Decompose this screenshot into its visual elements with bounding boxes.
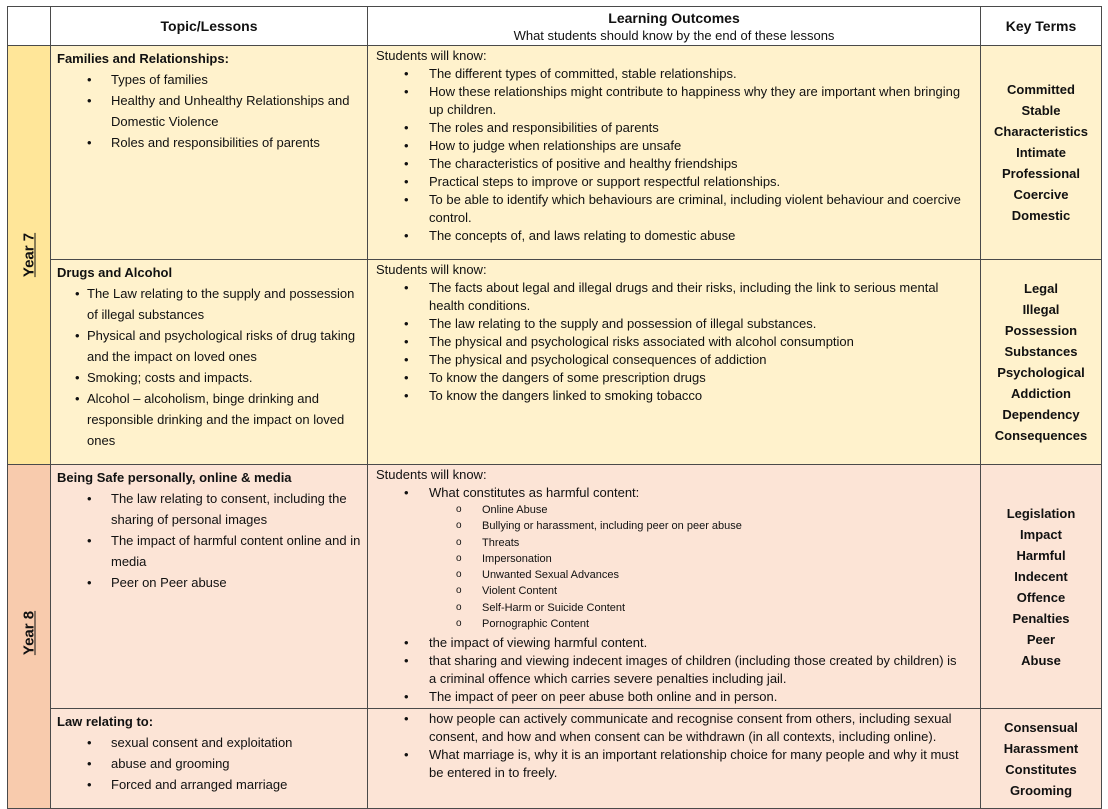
list-item: • The different types of committed, stable relationships.: [376, 65, 972, 83]
key-term: Coercive: [1013, 187, 1069, 202]
key-term: Consensual: [1004, 719, 1078, 735]
law-topic-cell: [50, 708, 368, 809]
safe-topic-list: [57, 488, 361, 593]
header-outcomes-cell: [367, 6, 981, 46]
safe-terms-cell: [980, 464, 1102, 709]
key-term: Grooming: [1009, 782, 1073, 798]
key-term: Indecent: [1014, 568, 1068, 584]
families-intro: Students will know:: [376, 48, 487, 63]
safe-outcomes-cell: [367, 464, 981, 709]
list-item: • abuse and grooming: [57, 753, 361, 774]
key-term: Legislation: [1006, 505, 1076, 521]
safe-outcome-list-2: [376, 634, 972, 706]
key-term: Substances: [1004, 344, 1078, 359]
key-term: Peer: [1026, 631, 1056, 647]
key-term: Impact: [1020, 526, 1062, 542]
key-term: Possession: [1004, 323, 1078, 338]
list-item: • The impact of harmful content online and in media: [57, 530, 361, 572]
key-term: Harmful: [1016, 547, 1066, 563]
law-outcomes-cell: [367, 708, 981, 809]
list-item: • Roles and responsibilities of parents: [57, 132, 361, 153]
families-topic-cell: [50, 45, 368, 260]
safe-intro: Students will know:: [376, 467, 487, 482]
list-item: • What marriage is, why it is an important relationship choice for many people and why it must be entered in to freely.: [376, 746, 972, 782]
list-item: • The physical and psychological consequences of addiction: [376, 351, 972, 369]
header-topic: Topic/Lessons: [160, 18, 258, 34]
list-item: • the impact of viewing harmful content.: [376, 634, 972, 652]
header-outcomes-subtitle: What students should know by the end of these lessons: [513, 28, 835, 43]
list-item: • sexual consent and exploitation: [57, 732, 361, 753]
key-term: Offence: [1016, 589, 1066, 605]
key-term: Penalties: [1012, 610, 1070, 626]
safe-topic-cell: [50, 464, 368, 709]
key-term: Harassment: [1003, 740, 1079, 756]
year8-label-cell: [7, 464, 51, 809]
key-term: Professional: [1001, 166, 1081, 181]
families-terms-cell: [980, 45, 1102, 260]
header-terms-cell: [980, 6, 1102, 46]
safe-outcome-list: [376, 484, 972, 502]
list-item: • To know the dangers of some prescription drugs: [376, 369, 972, 387]
families-outcomes-cell: [367, 45, 981, 260]
law-topic-list: [57, 732, 361, 795]
list-item: • The law relating to consent, including the sharing of personal images: [57, 488, 361, 530]
list-item: o Bullying or harassment, including peer on peer abuse: [376, 518, 972, 534]
key-term: Illegal: [1022, 302, 1060, 317]
families-topic-list: [57, 69, 361, 153]
drugs-intro: Students will know:: [376, 262, 487, 277]
drugs-title: Drugs and Alcohol: [57, 265, 173, 280]
list-item: • The facts about legal and illegal drugs and their risks, including the link to serious mental health conditions.: [376, 279, 972, 315]
list-item: • To be able to identify which behaviours are criminal, including violent behaviour and coercive control.: [376, 191, 972, 227]
harmful-content-list: [376, 502, 972, 632]
list-item: • To know the dangers linked to smoking tobacco: [376, 387, 972, 405]
key-term: Intimate: [1016, 145, 1066, 160]
list-item: o Violent Content: [376, 583, 972, 599]
families-outcome-list: [376, 65, 972, 245]
key-term: Consequences: [994, 428, 1088, 443]
key-term: Abuse: [1021, 652, 1061, 668]
key-term: Constitutes: [1005, 761, 1077, 777]
drugs-topic-cell: [50, 259, 368, 465]
year7-label-cell: [7, 45, 51, 465]
key-term: Addiction: [1011, 386, 1071, 401]
list-item: o Threats: [376, 535, 972, 551]
list-item: • The characteristics of positive and healthy friendships: [376, 155, 972, 173]
list-item: • how people can actively communicate and recognise consent from others, including sexual consent, and how and when consent can be withdrawn (in all contexts, including online).: [376, 710, 972, 746]
law-outcome-list: [376, 710, 972, 782]
list-item: [376, 484, 972, 502]
header-outcomes-title: Learning Outcomes: [608, 10, 740, 26]
list-item: • The physical and psychological risks associated with alcohol consumption: [376, 333, 972, 351]
safe-title: Being Safe personally, online & media: [57, 470, 292, 485]
list-item: • Smoking; costs and impacts.: [57, 367, 361, 388]
law-title: Law relating to:: [57, 714, 154, 729]
list-item: • The concepts of, and laws relating to domestic abuse: [376, 227, 972, 245]
list-item: • Types of families: [57, 69, 361, 90]
list-item: o Self-Harm or Suicide Content: [376, 600, 972, 616]
list-item: • Forced and arranged marriage: [57, 774, 361, 795]
list-item: • Alcohol – alcoholism, binge drinking and responsible drinking and the impact on loved ones: [57, 388, 361, 451]
key-term: Committed: [1007, 82, 1075, 97]
list-item: o Unwanted Sexual Advances: [376, 567, 972, 583]
list-item: • The roles and responsibilities of parents: [376, 119, 972, 137]
drugs-outcomes-cell: [367, 259, 981, 465]
list-item: • How these relationships might contribute to happiness why they are important when bringing up children.: [376, 83, 972, 119]
harmful-content-heading: What constitutes as harmful content:: [429, 485, 640, 500]
header-corner-cell: [7, 6, 51, 46]
families-title: Families and Relationships:: [57, 51, 229, 66]
key-term: Dependency: [1002, 407, 1080, 422]
drugs-topic-list: [57, 283, 361, 451]
law-terms-cell: [980, 708, 1102, 809]
key-term: Stable: [1021, 103, 1061, 118]
year8-label: Year 8: [20, 610, 38, 656]
key-term: Psychological: [997, 365, 1085, 380]
key-term: Characteristics: [994, 124, 1088, 139]
list-item: • Healthy and Unhealthy Relationships and Domestic Violence: [57, 90, 361, 132]
list-item: o Pornographic Content: [376, 616, 972, 632]
list-item: • Peer on Peer abuse: [57, 572, 361, 593]
list-item: • The impact of peer on peer abuse both online and in person.: [376, 688, 972, 706]
key-term: Legal: [1024, 281, 1058, 296]
header-terms: Key Terms: [1005, 18, 1077, 34]
header-topic-cell: [50, 6, 368, 46]
list-item: • The law relating to the supply and possession of illegal substances.: [376, 315, 972, 333]
year7-label: Year 7: [20, 232, 38, 278]
drugs-outcome-list: [376, 279, 972, 405]
list-item: • Practical steps to improve or support respectful relationships.: [376, 173, 972, 191]
list-item: • Physical and psychological risks of drug taking and the impact on loved ones: [57, 325, 361, 367]
list-item: o Online Abuse: [376, 502, 972, 518]
list-item: • The Law relating to the supply and possession of illegal substances: [57, 283, 361, 325]
list-item: • that sharing and viewing indecent images of children (including those created by children) is a criminal offence which carries severe penalties including jail.: [376, 652, 972, 688]
list-item: • How to judge when relationships are unsafe: [376, 137, 972, 155]
list-item: o Impersonation: [376, 551, 972, 567]
drugs-terms-cell: [980, 259, 1102, 465]
key-term: Domestic: [1011, 208, 1071, 223]
